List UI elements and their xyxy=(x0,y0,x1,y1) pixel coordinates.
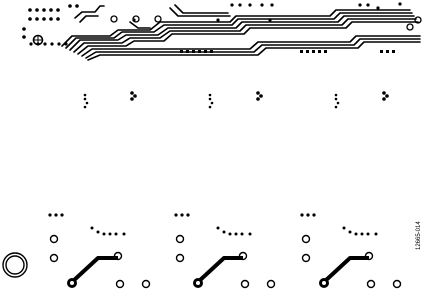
top-left-via-field xyxy=(22,4,79,45)
channel-1-mid-vias xyxy=(84,91,137,108)
top-dash-pads xyxy=(180,50,395,53)
channel-3-bottom xyxy=(300,213,400,288)
figure-id-label: 12665-014 xyxy=(416,221,422,250)
channel-2-mid-vias xyxy=(209,91,263,108)
channel-2-bottom xyxy=(174,213,274,288)
channel-1-bottom xyxy=(48,213,149,288)
channel-3-mid-vias xyxy=(335,91,389,108)
top-trace-bundle xyxy=(62,5,420,60)
mounting-hole xyxy=(3,253,27,277)
top-left-target-pad xyxy=(33,35,43,45)
